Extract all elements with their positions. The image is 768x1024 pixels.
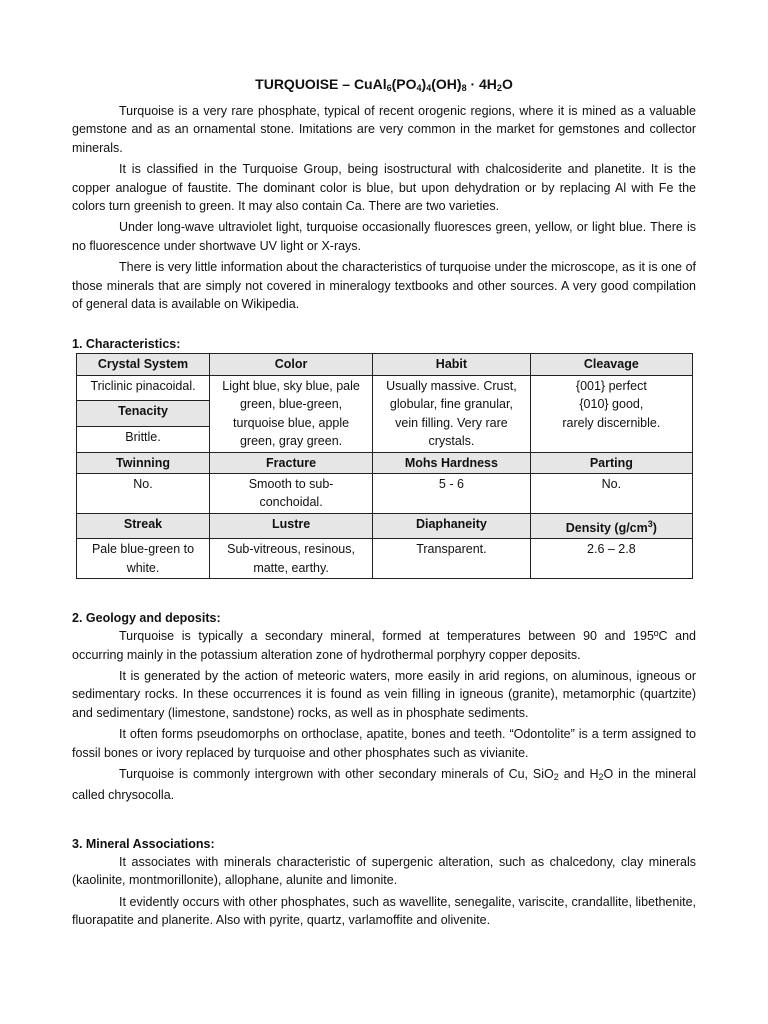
cell-tenacity: Brittle. <box>77 426 210 452</box>
cell-crystal-system: Triclinic pinacoidal. <box>77 375 210 401</box>
geology-paragraph-4: Turquoise is commonly intergrown with other secondary minerals of Cu, SiO$_2$ and $H_2O$ in the mineral called chrysocolla. <box>72 766 697 803</box>
section-heading-associations: 3. Mineral Associations: <box>72 836 215 851</box>
characteristics-table <box>76 353 693 579</box>
header-diaphaneity: Diaphaneity <box>373 513 531 539</box>
associations-paragraph-2: It evidently occurs with other phosphates, such as wavellite, senegalite, variscite, crandallite, libethenite, fluorapatite and planerite. Also with pyrite, quartz, varlamoffite and olivenite. <box>72 894 696 927</box>
table-row <box>77 375 693 401</box>
section-heading-geology: 2. Geology and deposits: <box>72 611 221 626</box>
table-row <box>77 452 693 473</box>
table-row <box>77 513 693 539</box>
header-color: Color <box>210 354 373 375</box>
intro-paragraph-3: Under long-wave ultraviolet light, turquoise occasionally fluoresces green, yellow, or light blue. There is no fluorescence under shortwave UV light or X-rays. <box>72 220 696 253</box>
cell-streak: Pale blue-green to white. <box>77 539 210 579</box>
intro-paragraph-1: Turquoise is a very rare phosphate, typical of recent orogenic regions, where it is mined as a valuable gemstone and as an ornamental stone. Imitations are very common in the market for gemstones and collector minerals. <box>72 104 696 155</box>
header-parting: Parting <box>530 452 692 473</box>
cell-lustre: Sub-vitreous, resinous, matte, earthy. <box>210 539 373 579</box>
intro-paragraph-2: It is classified in the Turquoise Group, being isostructural with chalcosiderite and planetite. It is the copper analogue of faustite. The dominant color is blue, but upon dehydration or by replacing Al with Fe the colors turn greenish to green. It may also contain Ca. There are two varieties. <box>72 162 696 214</box>
cell-density: 2.6 – 2.8 <box>530 539 692 579</box>
header-cleavage: Cleavage <box>530 354 692 375</box>
cell-fracture: Smooth to sub-conchoidal. <box>210 473 373 513</box>
cell-twinning: No. <box>77 473 210 513</box>
geology-paragraph-2: It is generated by the action of meteoric waters, more easily in arid regions, on aluminous, igneous or sedimentary rocks. In these occurrences it is found as vein filling in igneous (granite), metamorphic (quartzite) and sedimentary (limestone, sandstone) rocks, as well as in phosphate sediments. <box>72 668 696 720</box>
header-lustre: Lustre <box>210 513 373 539</box>
page-title: TURQUOISE – $CuAl_6(PO_4)_4(OH)_8 \cdot 4H_2O$ <box>255 76 513 93</box>
header-twinning: Twinning <box>77 452 210 473</box>
cell-color: Light blue, sky blue, pale green, blue-green, turquoise blue, apple green, gray green. <box>210 375 373 452</box>
intro-paragraph-4: There is very little information about the characteristics of turquoise under the microscope, as it is one of those minerals that are simply not covered in mineralogy textbooks and other sources. A very good compilation of general data is available on Wikipedia. <box>72 260 696 312</box>
cell-habit: Usually massive. Crust, globular, fine granular, vein filling. Very rare crystals. <box>373 375 531 452</box>
header-habit: Habit <box>373 354 531 375</box>
header-fracture: Fracture <box>210 452 373 473</box>
header-tenacity: Tenacity <box>77 401 210 427</box>
table-row <box>77 539 693 579</box>
cell-diaphaneity: Transparent. <box>373 539 531 579</box>
table-row <box>77 354 693 375</box>
associations-paragraph-1: It associates with minerals characteristic of supergenic alteration, such as chalcedony, clay minerals (kaolinite, montmorillonite), allophane, alunite and limonite. <box>72 854 696 888</box>
section-heading-characteristics: 1. Characteristics: <box>72 337 181 352</box>
table-row <box>77 473 693 513</box>
cell-parting: No. <box>530 473 692 513</box>
header-crystal-system: Crystal System <box>77 354 210 375</box>
header-streak: Streak <box>77 513 210 539</box>
cell-cleavage: {001} perfect {010} good, rarely discernible. <box>530 375 692 452</box>
geology-paragraph-1: Turquoise is typically a secondary mineral, formed at temperatures between 90 and 195ºC and occurring mainly in the potassium alteration zone of hydrothermal porphyry copper deposits. <box>72 629 696 662</box>
cell-mohs-hardness: 5 - 6 <box>373 473 531 513</box>
header-density: Density $(g/cm^3)$ <box>530 513 692 539</box>
header-mohs-hardness: Mohs Hardness <box>373 452 531 473</box>
geology-paragraph-3: It often forms pseudomorphs on orthoclase, apatite, bones and teeth. “Odontolite” is a term assigned to fossil bones or ivory replaced by turquoise and other phosphates such as vivianite. <box>72 727 696 760</box>
